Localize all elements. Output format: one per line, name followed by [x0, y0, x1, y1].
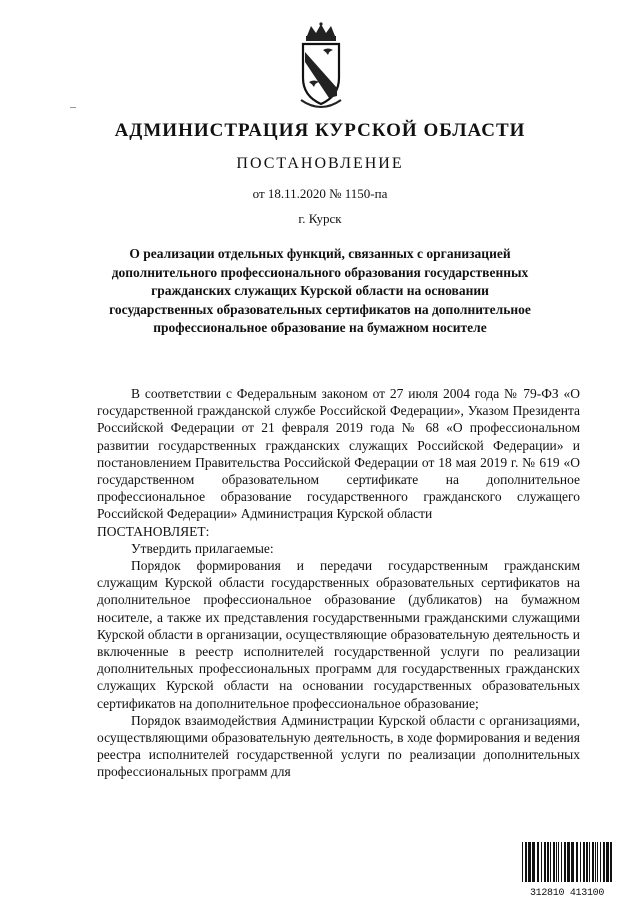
preamble-paragraph: В соответствии с Федеральным законом от 27 июля 2004 года № 79-ФЗ «О государственной гражданской службе Российской Федерации», Указом Президента Российской Федерации от 21 февраля 2019 года № 68 «О профессиональном развитии государственных гражданских служащих Российской Федерации» и постановлением Правительства Российской Федерации от 18 мая 2019 г. № 619 «О государственном образовательном сертификате на дополнительное профессиональное образование государственного гражданского служащего Российской Федерации» Администрация Курской области — [97, 386, 580, 522]
scan-artifact — [70, 107, 76, 108]
document-date-number: от 18.11.2020 № 1150-па — [252, 186, 388, 201]
resolution-keyword: ПОСТАНОВЛЯЕТ: — [97, 523, 210, 539]
document-body — [97, 385, 580, 781]
approve-paragraph: Утвердить прилагаемые: — [131, 540, 274, 556]
organization-title: АДМИНИСТРАЦИЯ КУРСКОЙ ОБЛАСТИ — [114, 120, 526, 141]
barcode-icon — [522, 842, 612, 882]
document-subject: О реализации отдельных функций, связанных с организацией дополнительного профессионального образования государственных гражданских служащих Курской области на основании государственных образовательных сертификатов на дополнительное профессиональное образование на бумажном носителе — [109, 246, 531, 335]
barcode — [522, 842, 612, 898]
kursk-coat-of-arms-icon — [297, 22, 345, 110]
procedure-paragraph-1: Порядок формирования и передачи государственным гражданским служащим Курской области государственных образовательных сертификатов на дополнительное профессиональное образование (дубликатов) на бумажном носителе, а также их представления государственными гражданскими служащими Курской области в организации, осуществляющие образовательную деятельность и включенные в реестр исполнителей государственной услуги по реализации дополнительных профессиональных программ для государственных гражданских служащих Курской области на основании государственных образовательных сертификатов на дополнительное профессиональное образование; — [97, 558, 580, 711]
barcode-number: 312810 413100 — [529, 888, 605, 899]
document-type: ПОСТАНОВЛЕНИЕ — [236, 155, 404, 172]
document-city: г. Курск — [298, 211, 342, 226]
procedure-paragraph-2: Порядок взаимодействия Администрации Курской области с организациями, осуществляющими образовательную деятельность, в ходе формирования и ведения реестра исполнителей государственной услуги по реализации дополнительных профессиональных программ для — [97, 712, 580, 780]
